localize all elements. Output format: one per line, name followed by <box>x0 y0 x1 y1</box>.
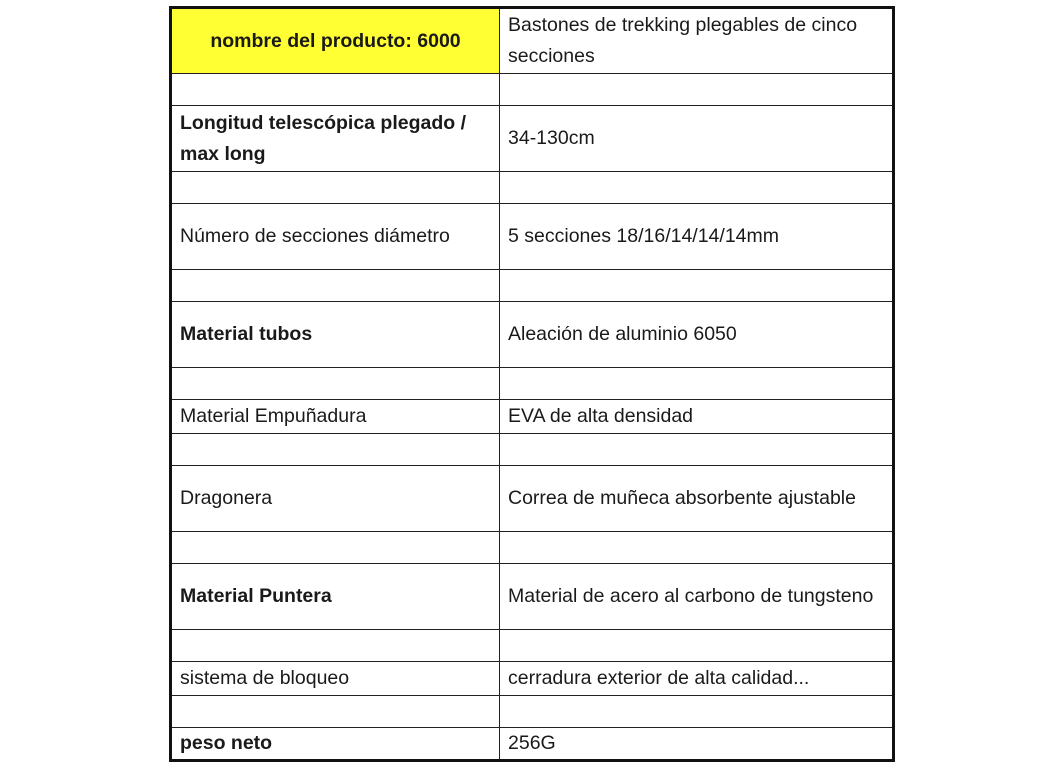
spec-value-telescopic-length: 34-130cm <box>500 106 894 172</box>
table-row-spec <box>171 728 894 761</box>
table-row-product-name <box>171 8 894 74</box>
table-row-spec <box>171 204 894 270</box>
table-row-spec <box>171 564 894 630</box>
spacer-row <box>171 434 894 466</box>
spacer-row <box>171 532 894 564</box>
product-name-label: nombre del producto: 6000 <box>171 8 500 74</box>
product-spec-table <box>169 6 895 762</box>
table-row-spec <box>171 662 894 696</box>
spacer-row <box>171 270 894 302</box>
spec-label-locking-system: sistema de bloqueo <box>171 662 500 696</box>
spec-label-grip-material: Material Empuñadura <box>171 400 500 434</box>
table-row-spec <box>171 466 894 532</box>
table-row-spec <box>171 302 894 368</box>
spacer-row <box>171 74 894 106</box>
spec-value-locking-system: cerradura exterior de alta calidad... <box>500 662 894 696</box>
spec-value-strap: Correa de muñeca absorbente ajustable <box>500 466 894 532</box>
spacer-row <box>171 368 894 400</box>
spec-value-sections: 5 secciones 18/16/14/14/14mm <box>500 204 894 270</box>
spec-label-strap: Dragonera <box>171 466 500 532</box>
spacer-row <box>171 696 894 728</box>
spec-value-grip-material: EVA de alta densidad <box>500 400 894 434</box>
spacer-row <box>171 630 894 662</box>
table-row-spec <box>171 106 894 172</box>
spacer-row <box>171 172 894 204</box>
spec-value-net-weight: 256G <box>500 728 894 761</box>
spec-value-tip-material: Material de acero al carbono de tungsteno <box>500 564 894 630</box>
spec-label-tube-material: Material tubos <box>171 302 500 368</box>
spec-label-telescopic-length: Longitud telescópica plegado / max long <box>171 106 500 172</box>
product-name-value: Bastones de trekking plegables de cinco secciones <box>500 8 894 74</box>
spec-label-sections: Número de secciones diámetro <box>171 204 500 270</box>
spec-label-net-weight: peso neto <box>171 728 500 761</box>
table-row-spec <box>171 400 894 434</box>
spec-value-tube-material: Aleación de aluminio 6050 <box>500 302 894 368</box>
spec-label-tip-material: Material Puntera <box>171 564 500 630</box>
